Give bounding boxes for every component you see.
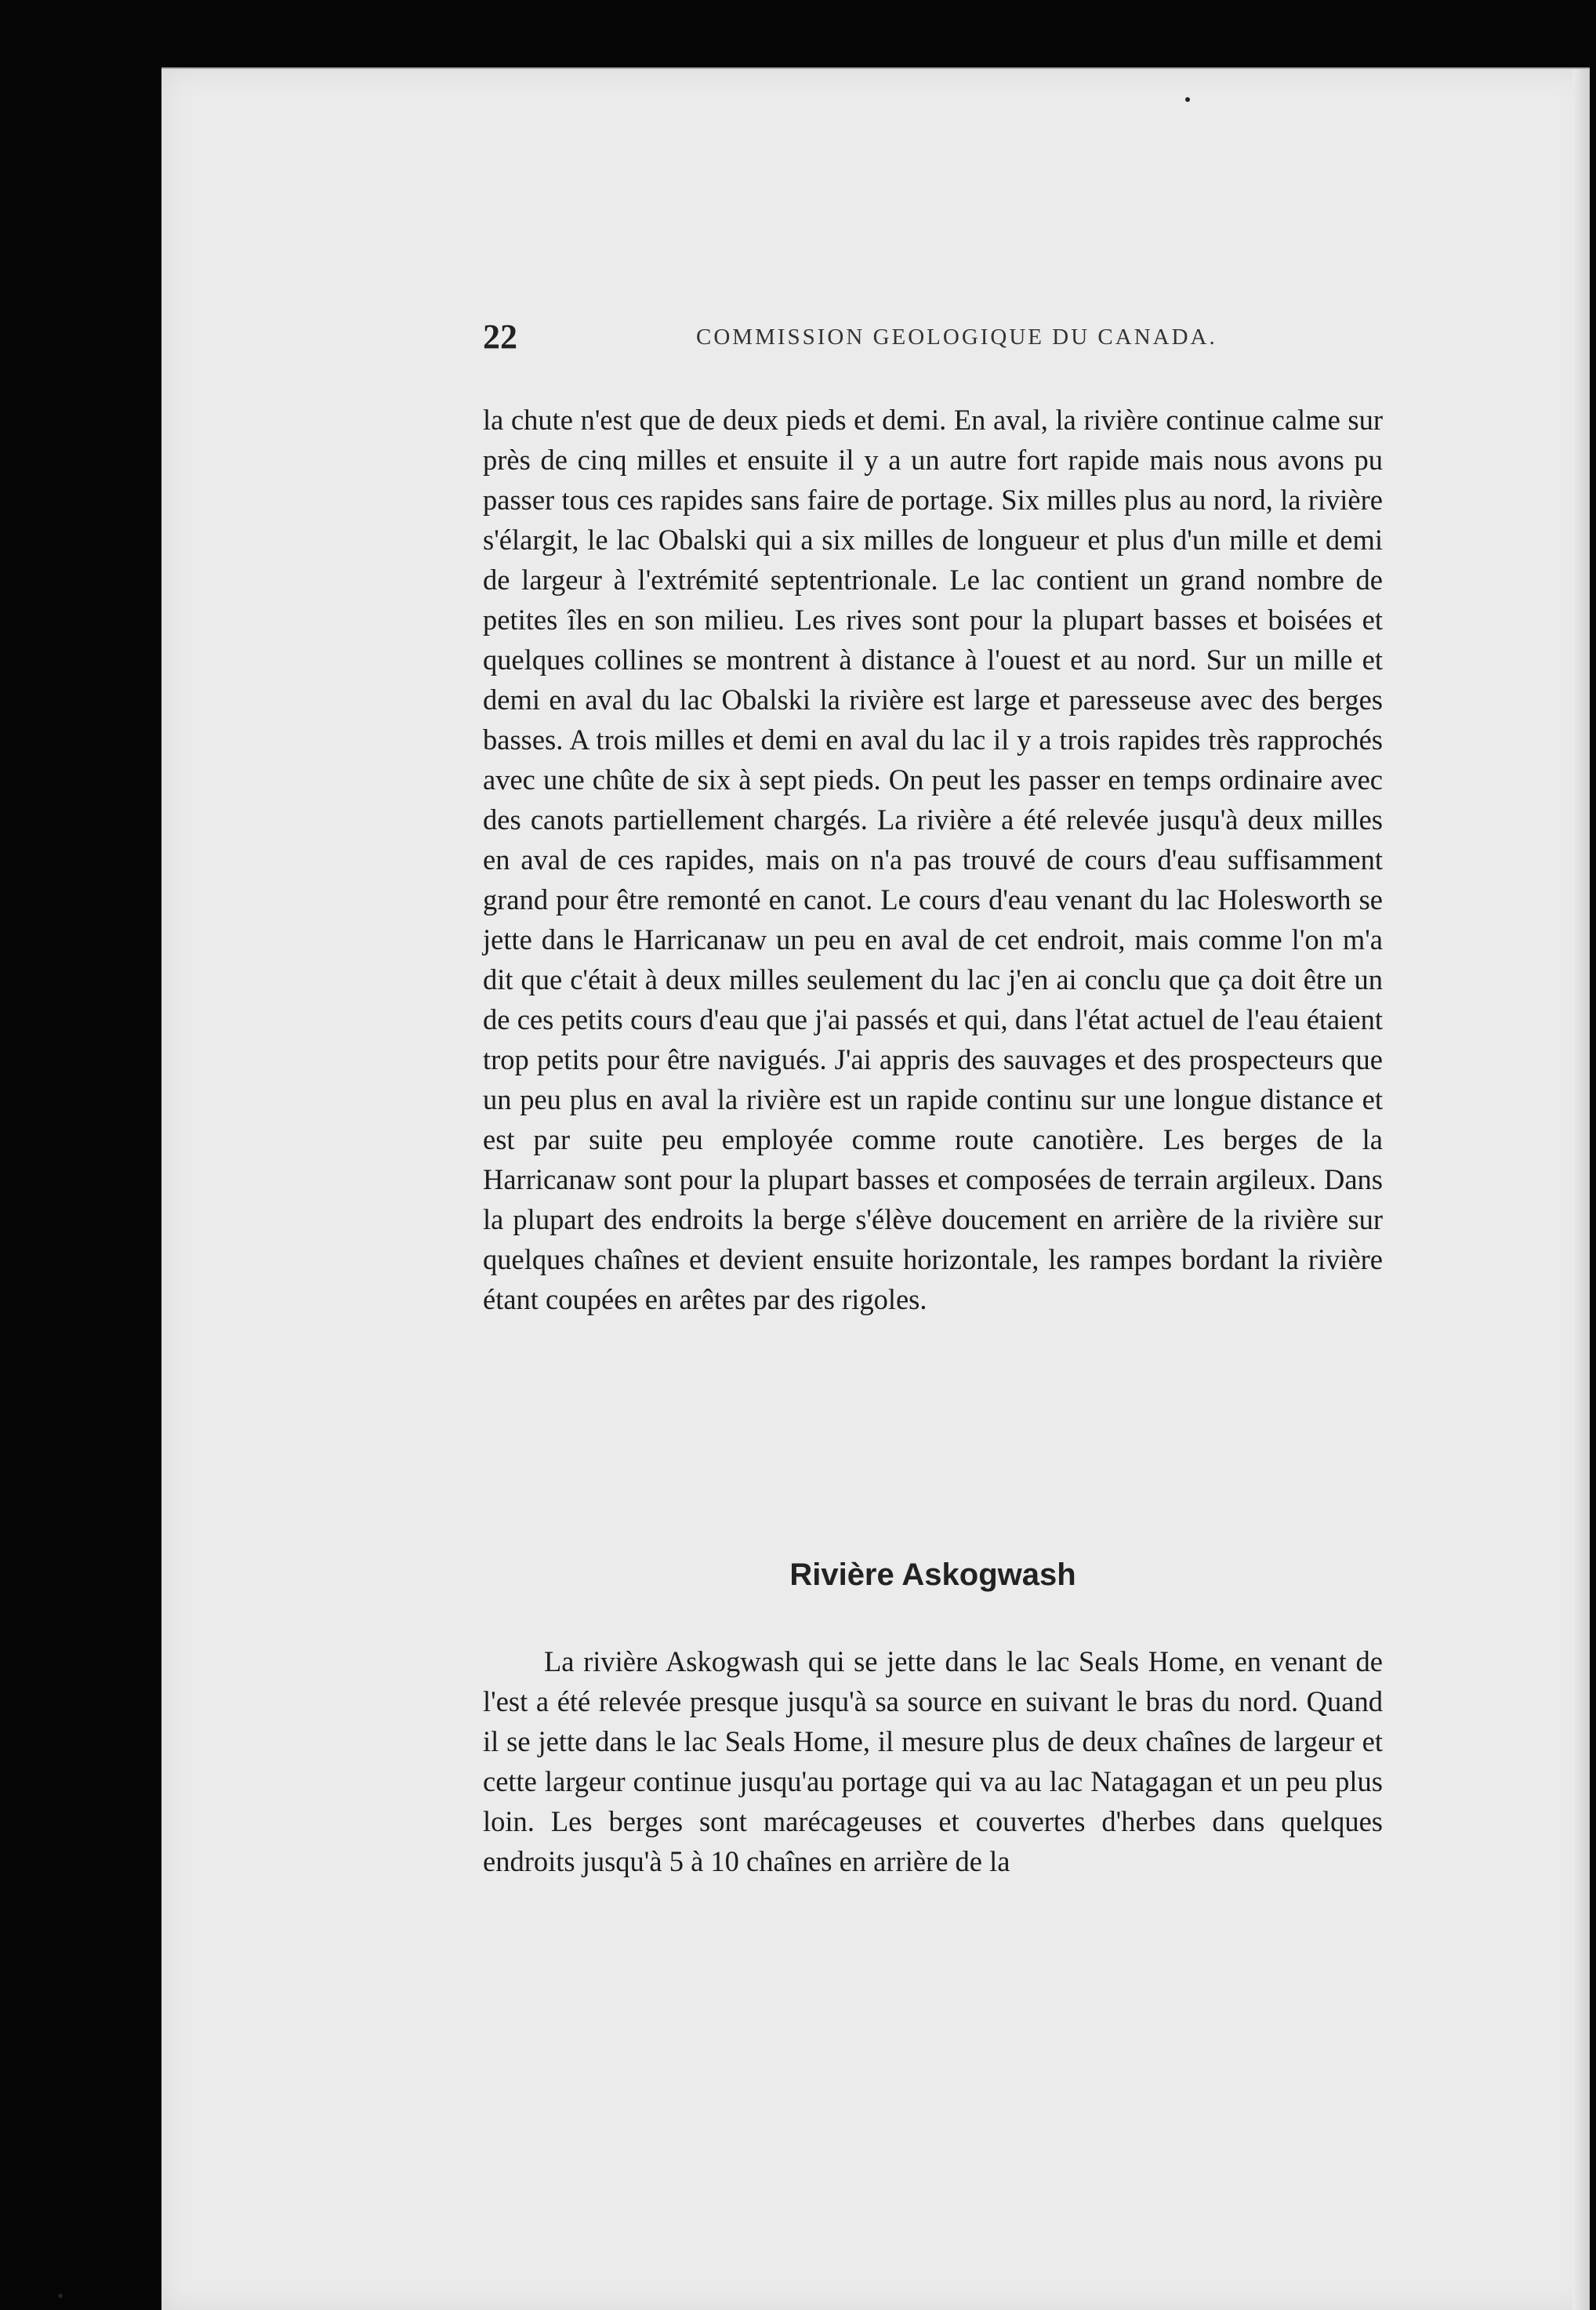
section-text [483,1641,1383,1881]
paragraph-1: la chute n'est que de deux pieds et demi. En aval, la rivière continue calme sur près de cinq milles et ensuite il y a un autre fort rapide mais nous avons pu passer tous ces rapides sans faire de portage. Six milles plus au nord, la rivière s'élargit, le lac Obalski qui a six milles de longueur et plus d'un mille et demi de largeur à l'extrémité septentrionale. Le lac contient un grand nombre de petites îles en son milieu. Les rives sont pour la plupart basses et boisées et quelques collines se montrent à distance à l'ouest et au nord. Sur un mille et demi en aval du lac Obalski la rivière est large et paresseuse avec des berges basses. A trois milles et demi en aval du lac il y a trois rapides très rapprochés avec une chûte de six à sept pieds. On peut les passer en temps ordinaire avec des canots partiellement chargés. La rivière a été relevée jusqu'à deux milles en aval de ces rapides, mais on n'a pas trouvé de cours d'eau suffisamment grand pour être remonté en canot. Le cours d'eau venant du lac Holesworth se jette dans le Harricanaw un peu en aval de cet endroit, mais comme l'on m'a dit que c'était à deux milles seulement du lac j'en ai conclu que ça doit être un de ces petits cours d'eau que j'ai passés et qui, dans l'état actuel de l'eau étaient trop petits pour être navigués. J'ai appris des sauvages et des prospecteurs que un peu plus en aval la rivière est un rapide continu sur une longue distance et est par suite peu employée comme route canotière. Les berges de la Harricanaw sont pour la plupart basses et composées de terrain argileux. Dans la plupart des endroits la berge s'élève doucement en arrière de la rivière sur quelques chaînes et devient ensuite horizontale, les rampes bordant la rivière étant coupées en arêtes par des rigoles. [483,404,1383,1315]
page-right-edge [1572,69,1590,2310]
body-text [483,400,1383,1319]
section-paragraph: La rivière Askogwash qui se jette dans le lac Seals Home, en venant de l'est a été relevée presque jusqu'à sa source en suivant le bras du nord. Quand il se jette dans le lac Seals Home, il mesure plus de deux chaînes de largeur et cette largeur continue jusqu'au portage qui va au lac Natagagan et un peu plus loin. Les berges sont marécageuses et couvertes d'herbes dans quelques endroits jusqu'à 5 à 10 chaînes en arrière de la [483,1645,1383,1877]
scan-speck [1185,97,1190,102]
page-number: 22 [483,317,517,356]
running-title: COMMISSION GEOLOGIQUE DU CANADA. [696,325,1217,350]
section-heading: Rivière Askogwash [789,1558,1076,1592]
running-head [483,317,1384,364]
scan-speck [58,2294,63,2298]
